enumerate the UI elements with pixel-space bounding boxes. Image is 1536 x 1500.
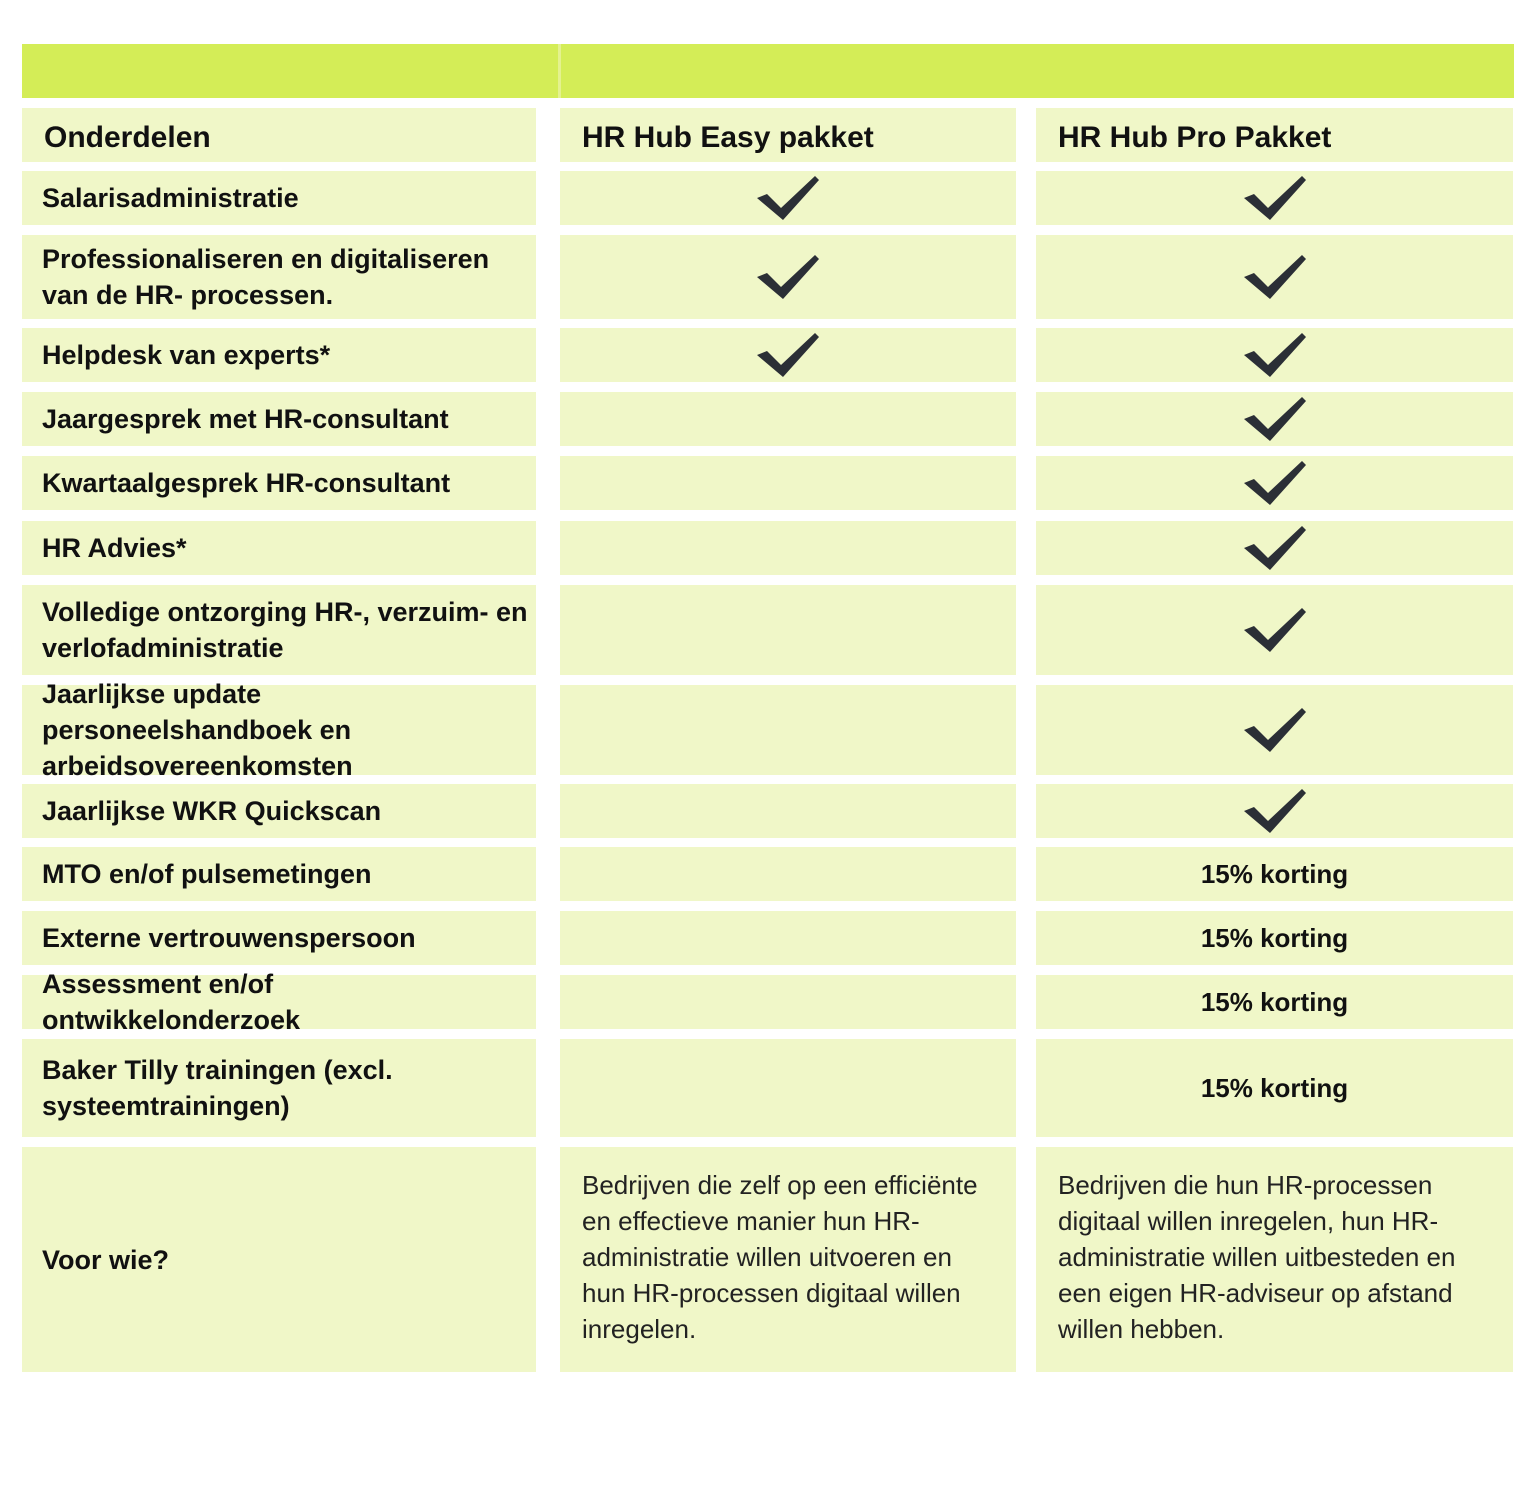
checkmark-icon [1242, 459, 1308, 507]
feature-label: Professionaliseren en digitaliseren van de HR- processen. [42, 244, 490, 310]
checkmark-icon [1242, 606, 1308, 654]
pro-value-cell [1036, 456, 1513, 510]
easy-value-cell [560, 328, 1016, 382]
row-label-cell [22, 1039, 536, 1137]
discount-text: 15% korting [1200, 859, 1349, 889]
target-audience-label: Voor wie? [42, 1244, 170, 1275]
row-label-cell [22, 328, 536, 382]
feature-label: Externe vertrouwenspersoon [42, 923, 416, 953]
checkmark-icon [1242, 174, 1308, 222]
feature-label: Salarisadministratie [42, 183, 299, 213]
feature-label: Jaargesprek met HR-consultant [42, 404, 449, 434]
footer-label-cell [22, 1147, 536, 1372]
feature-label: Jaarlijkse update personeelshandboek en arbeidsovereenkomsten [42, 679, 353, 781]
header-cell-pro [1036, 108, 1513, 162]
pro-value-cell [1036, 685, 1513, 775]
pro-value-cell [1036, 585, 1513, 675]
row-label-cell [22, 392, 536, 446]
easy-value-cell [560, 685, 1016, 775]
header-cell-easy [560, 108, 1016, 162]
easy-value-cell [560, 392, 1016, 446]
feature-label: Assessment en/of ontwikkelonderzoek [42, 969, 301, 1035]
discount-text: 15% korting [1200, 987, 1349, 1017]
easy-value-cell [560, 975, 1016, 1029]
pro-value-cell [1036, 1039, 1513, 1137]
easy-value-cell [560, 171, 1016, 225]
column-header-parts: Onderdelen [44, 121, 211, 154]
pro-audience-description: Bedrijven die hun HR-processen digitaal willen inregelen, hun HR-administratie willen uitbesteden en een eigen HR-adviseur op afstand willen hebben. [1058, 1170, 1456, 1344]
feature-label: Baker Tilly trainingen (excl. systeemtrainingen) [42, 1055, 393, 1121]
column-header-pro: HR Hub Pro Pakket [1058, 121, 1332, 154]
header-cell-parts [22, 108, 536, 162]
pro-value-cell [1036, 521, 1513, 575]
checkmark-icon [1242, 524, 1308, 572]
header-accent-bar [22, 44, 1514, 98]
column-header-easy: HR Hub Easy pakket [582, 121, 874, 154]
easy-value-cell [560, 911, 1016, 965]
checkmark-icon [1242, 253, 1308, 301]
pro-value-cell [1036, 911, 1513, 965]
header-accent-divider [558, 44, 561, 98]
easy-value-cell [560, 847, 1016, 901]
row-label-cell [22, 171, 536, 225]
easy-value-cell [560, 456, 1016, 510]
feature-label: MTO en/of pulsemetingen [42, 859, 372, 889]
row-label-cell [22, 585, 536, 675]
easy-value-cell [560, 521, 1016, 575]
pro-value-cell [1036, 171, 1513, 225]
checkmark-icon [755, 253, 821, 301]
easy-value-cell [560, 235, 1016, 319]
easy-value-cell [560, 1039, 1016, 1137]
row-label-cell [22, 235, 536, 319]
checkmark-icon [755, 331, 821, 379]
checkmark-icon [1242, 787, 1308, 835]
easy-audience-description: Bedrijven die zelf op een efficiënte en effectieve manier hun HR-administratie willen uitvoeren en hun HR-processen digitaal willen inregelen. [582, 1170, 978, 1344]
row-label-cell [22, 969, 536, 1035]
discount-text: 15% korting [1200, 923, 1349, 953]
easy-value-cell [560, 585, 1016, 675]
feature-label: Jaarlijkse WKR Quickscan [42, 796, 382, 826]
discount-text: 15% korting [1200, 1073, 1349, 1103]
row-label-cell [22, 911, 536, 965]
footer-pro-cell [1036, 1147, 1513, 1372]
feature-label: Kwartaalgesprek HR-consultant [42, 468, 451, 498]
checkmark-icon [755, 174, 821, 222]
row-label-cell [22, 456, 536, 510]
pro-value-cell [1036, 847, 1513, 901]
feature-label: HR Advies* [42, 533, 187, 563]
row-label-cell [22, 679, 536, 781]
row-label-cell [22, 521, 536, 575]
pro-value-cell [1036, 328, 1513, 382]
row-label-cell [22, 847, 536, 901]
pro-value-cell [1036, 235, 1513, 319]
pro-value-cell [1036, 975, 1513, 1029]
pro-value-cell [1036, 784, 1513, 838]
checkmark-icon [1242, 395, 1308, 443]
feature-label: Volledige ontzorging HR-, verzuim- en verlofadministratie [42, 597, 528, 663]
row-label-cell [22, 784, 536, 838]
checkmark-icon [1242, 331, 1308, 379]
easy-value-cell [560, 784, 1016, 838]
footer-easy-cell [560, 1147, 1016, 1372]
feature-label: Helpdesk van experts* [42, 340, 331, 370]
checkmark-icon [1242, 706, 1308, 754]
pro-value-cell [1036, 392, 1513, 446]
